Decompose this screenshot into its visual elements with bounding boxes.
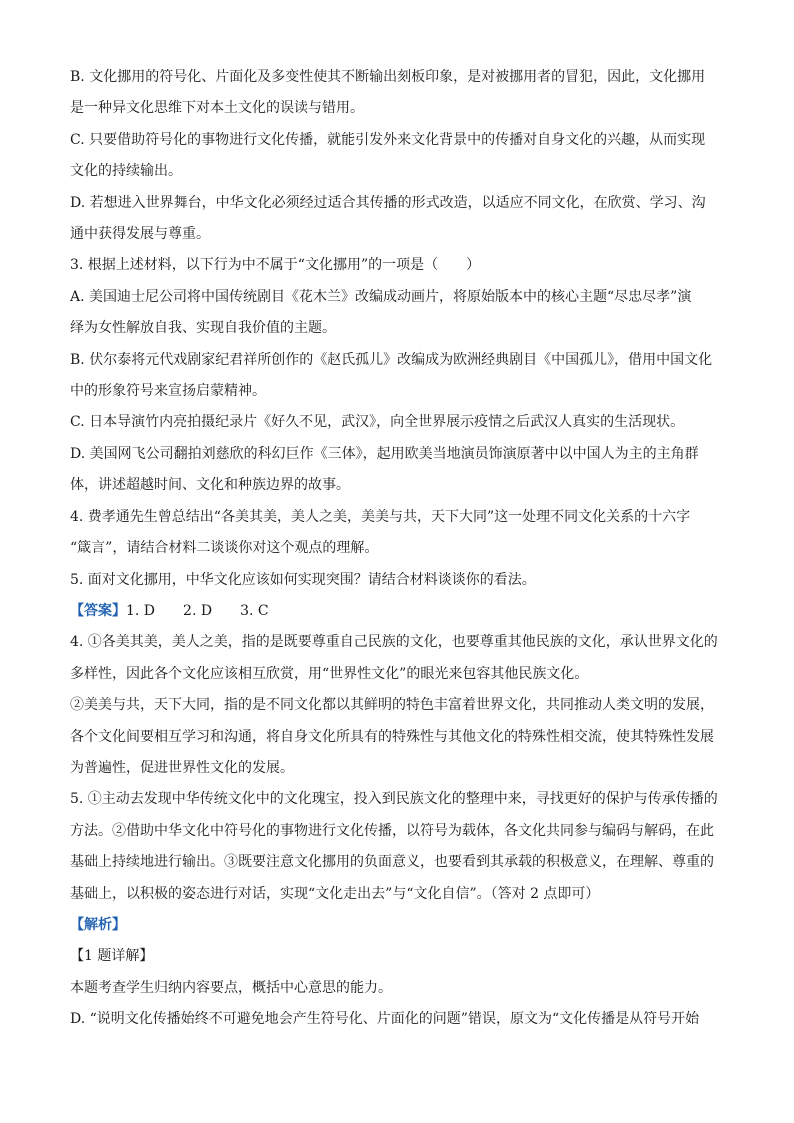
analysis-label: 【解析】 [70,916,126,933]
text-line: 绎为女性解放自我、实现自我价值的主题。 [70,320,336,337]
text-line: 通中获得发展与尊重。 [70,226,210,243]
text-line: ②美美与共，天下大同，指的是不同文化都以其鲜明的特色丰富着世界文化，共同推动人类文明的发展， [70,697,714,714]
question-3-option-c [70,407,730,438]
answer-4-part-2 [70,690,730,784]
answer-5 [70,784,730,910]
text-line: “箴言”，请结合材料二谈谈你对这个观点的理解。 [70,540,379,557]
text-line: 多样性，因此各个文化应该相互欣赏，用“世界性文化”的眼光来包容其他民族文化。 [70,665,589,682]
question-3-option-a [70,282,730,345]
text-line: C. 只要借助符号化的事物进行文化传播，就能引发外来文化背景中的传播对自身文化的兴趣，从而实现 [70,131,706,148]
text-line: 是一种异文化思维下对本土文化的误读与错用。 [70,100,364,117]
text-line: 5. 面对文化挪用，中华文化应该如何实现突围？请结合材料谈谈你的看法。 [70,571,536,588]
text-line: A. 美国迪士尼公司将中国传统剧目《花木兰》改编成动画片，将原始版本中的核心主题“尽忠尽孝”演 [70,288,692,305]
detail-option-d [70,1004,730,1035]
option-c [70,125,730,188]
detail-label: 【1 题详解】 [70,948,154,965]
text-line: 为普遍性，促进世界性文化的发展。 [70,759,294,776]
text-line: D. “说明文化传播始终不可避免地会产生符号化、片面化的问题”错误，原文为“文化传播是从符号开始 [70,1011,700,1028]
option-d [70,188,730,251]
text-line: 基础上持续地进行输出。③既要注意文化挪用的负面意义，也要看到其承载的积极意义，在理解、尊重的 [70,854,714,871]
text-line: 各个文化间要相互学习和沟通，将自身文化所具有的特殊性与其他文化的特殊性相交流，使其特殊性发展 [70,728,714,745]
text-line: D. 美国网飞公司翻拍刘慈欣的科幻巨作《三体》，起用欧美当地演员饰演原著中以中国人为主的主角群 [70,445,699,462]
question-3-option-b [70,345,730,408]
text-line: 方法。②借助中华文化中符号化的事物进行文化传播，以符号为载体，各文化共同参与编码与解码，在此 [70,822,714,839]
answer-4-part-1 [70,627,730,690]
question-stem: 3. 根据上述材料，以下行为中不属于“文化挪用”的一项是（ ） [70,257,481,274]
text-line: C. 日本导演竹内亮拍摄纪录片《好久不见，武汉》，向全世界展示疫情之后武汉人真实的生活现状。 [70,414,685,431]
text-line: 本题考查学生归纳内容要点，概括中心意思的能力。 [70,979,392,996]
text-line: 基础上，以积极的姿态进行对话，实现“文化走出去”与“文化自信”。（答对 2 点即可） [70,885,600,902]
text-line: D. 若想进入世界舞台，中华文化必须经过适合其传播的形式改造，以适应不同文化，在欣赏、学习、沟 [70,194,706,211]
answer-values: 1. D 2. D 3. C [126,602,269,619]
answer-keys [70,596,730,627]
text-line: B. 伏尔泰将元代戏剧家纪君祥所创作的《赵氏孤儿》改编成为欧洲经典剧目《中国孤儿》，借用中国文化 [70,351,713,368]
text-line: 体，讲述超越时间、文化和种族边界的故事。 [70,477,350,494]
document-page [70,62,730,1036]
answer-label: 【答案】 [70,602,126,619]
text-line: 4. 费孝通先生曾总结出“各美其美，美人之美，美美与共，天下大同”这一处理不同文化关系的十六字 [70,508,691,525]
analysis-heading [70,910,730,941]
text-line: 中的形象符号来宣扬启蒙精神。 [70,383,266,400]
detail-intro [70,973,730,1004]
text-line: B. 文化挪用的符号化、片面化及多变性使其不断输出刻板印象，是对被挪用者的冒犯，因此，文化挪用 [70,69,706,85]
text-line: 5. ①主动去发现中华传统文化中的文化瑰宝，投入到民族文化的整理中来，寻找更好的保护与传承传播的 [70,791,718,808]
detail-heading [70,941,730,972]
option-b [70,62,730,125]
question-3 [70,250,730,281]
question-5 [70,565,730,596]
text-line: 4. ①各美其美，美人之美，指的是既要尊重自己民族的文化，也要尊重其他民族的文化，承认世界文化的 [70,634,718,651]
question-4 [70,502,730,565]
question-3-option-d [70,439,730,502]
text-line: 文化的持续输出。 [70,163,182,180]
